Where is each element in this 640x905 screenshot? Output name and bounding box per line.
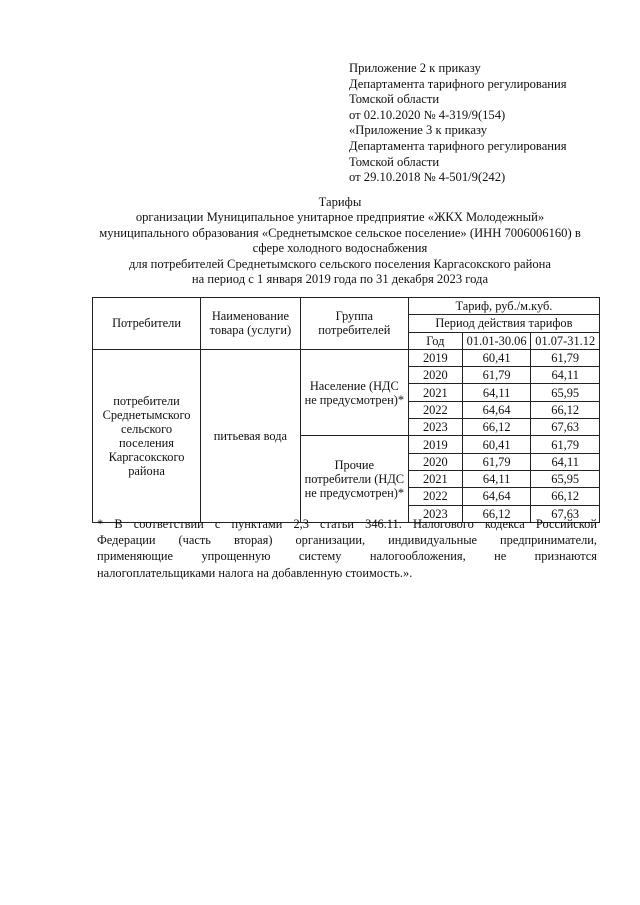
tariff-h1-cell: 64,11 [462, 384, 531, 401]
header-service: Наименование товара (услуги) [201, 298, 301, 350]
order-reference-line: от 02.10.2020 № 4-319/9(154) [349, 107, 506, 122]
tariff-h1-cell: 64,64 [462, 401, 531, 418]
tariff-h1-cell: 61,79 [462, 367, 531, 384]
year-cell: 2022 [408, 488, 462, 505]
footnote-line: * В соответствии с пунктами 2,3 статьи 346.11. Налогового кодекса Российской [97, 517, 597, 531]
tariff-h2-cell: 64,11 [531, 367, 600, 384]
tariff-table [92, 297, 600, 523]
vat-footnote [97, 516, 597, 581]
year-cell: 2020 [408, 367, 462, 384]
tariff-h1-cell: 64,11 [462, 470, 531, 487]
tariff-h1-cell: 61,79 [462, 453, 531, 470]
group-other-consumers-cell: Прочие потребители (НДС не предусмотрен)* [300, 436, 408, 522]
year-cell: 2023 [408, 505, 462, 522]
table-row [93, 349, 600, 366]
header-second-half: 01.07-31.12 [531, 332, 600, 349]
tariff-h2-cell: 65,95 [531, 384, 600, 401]
header-consumers: Потребители [93, 298, 201, 350]
tariff-h2-cell: 67,63 [531, 505, 600, 522]
header-period: Период действия тарифов [408, 315, 599, 332]
tariff-h2-cell: 64,11 [531, 453, 600, 470]
tariff-h1-cell: 66,12 [462, 419, 531, 436]
footnote-line: Федерации (часть вторая) организации, индивидуальные предприниматели, [97, 533, 597, 548]
title-line: муниципального образования «Среднетымское сельское поселение» (ИНН 7006006160) в [99, 225, 581, 240]
title-line: организации Муниципальное унитарное предприятие «ЖКХ Молодежный» [135, 210, 545, 225]
header-consumer-group: Группа потребителей [300, 298, 408, 350]
title-line: Тарифы [318, 195, 362, 209]
order-reference-block [349, 61, 629, 186]
group-population-cell: Население (НДС не предусмотрен)* [300, 349, 408, 435]
header-first-half: 01.01-30.06 [462, 332, 531, 349]
footnote-line: налогоплательщиками налога на добавленную стоимость.». [97, 565, 413, 580]
year-cell: 2021 [408, 384, 462, 401]
header-tariff: Тариф, руб./м.куб. [408, 298, 599, 315]
tariff-h1-cell: 66,12 [462, 505, 531, 522]
tariff-h2-cell: 61,79 [531, 349, 600, 366]
title-line: сфере холодного водоснабжения [252, 241, 428, 256]
order-reference-line: Департамента тарифного регулирования [349, 76, 567, 91]
tariff-h2-cell: 66,12 [531, 401, 600, 418]
tariff-h2-cell: 65,95 [531, 470, 600, 487]
order-reference-line: Департамента тарифного регулирования [349, 138, 567, 153]
title-line: на период с 1 января 2019 года по 31 декабря 2023 года [191, 272, 489, 287]
tariff-h2-cell: 61,79 [531, 436, 600, 453]
title-line: для потребителей Среднетымского сельского поселения Каргасокского района [129, 256, 551, 271]
year-cell: 2020 [408, 453, 462, 470]
order-reference-line: от 29.10.2018 № 4-501/9(242) [349, 170, 506, 185]
year-cell: 2021 [408, 470, 462, 487]
footnote-line: применяющие упрощенную систему налогообложения, не признаются [97, 549, 597, 564]
order-reference-line: Томской области [349, 154, 440, 169]
service-cell: питьевая вода [201, 349, 301, 522]
year-cell: 2023 [408, 419, 462, 436]
year-cell: 2019 [408, 436, 462, 453]
tariff-h1-cell: 60,41 [462, 436, 531, 453]
year-cell: 2019 [408, 349, 462, 366]
document-title [60, 195, 620, 287]
tariff-h2-cell: 67,63 [531, 419, 600, 436]
tariff-h2-cell: 66,12 [531, 488, 600, 505]
order-reference-line: «Приложение 3 к приказу [349, 123, 488, 138]
order-reference-line: Приложение 2 к приказу [349, 61, 481, 75]
tariff-h1-cell: 64,64 [462, 488, 531, 505]
tariff-h1-cell: 60,41 [462, 349, 531, 366]
order-reference-line: Томской области [349, 92, 440, 107]
header-year: Год [408, 332, 462, 349]
consumers-cell: потребители Среднетымского сельского поселения Каргасокского района [93, 349, 201, 522]
year-cell: 2022 [408, 401, 462, 418]
